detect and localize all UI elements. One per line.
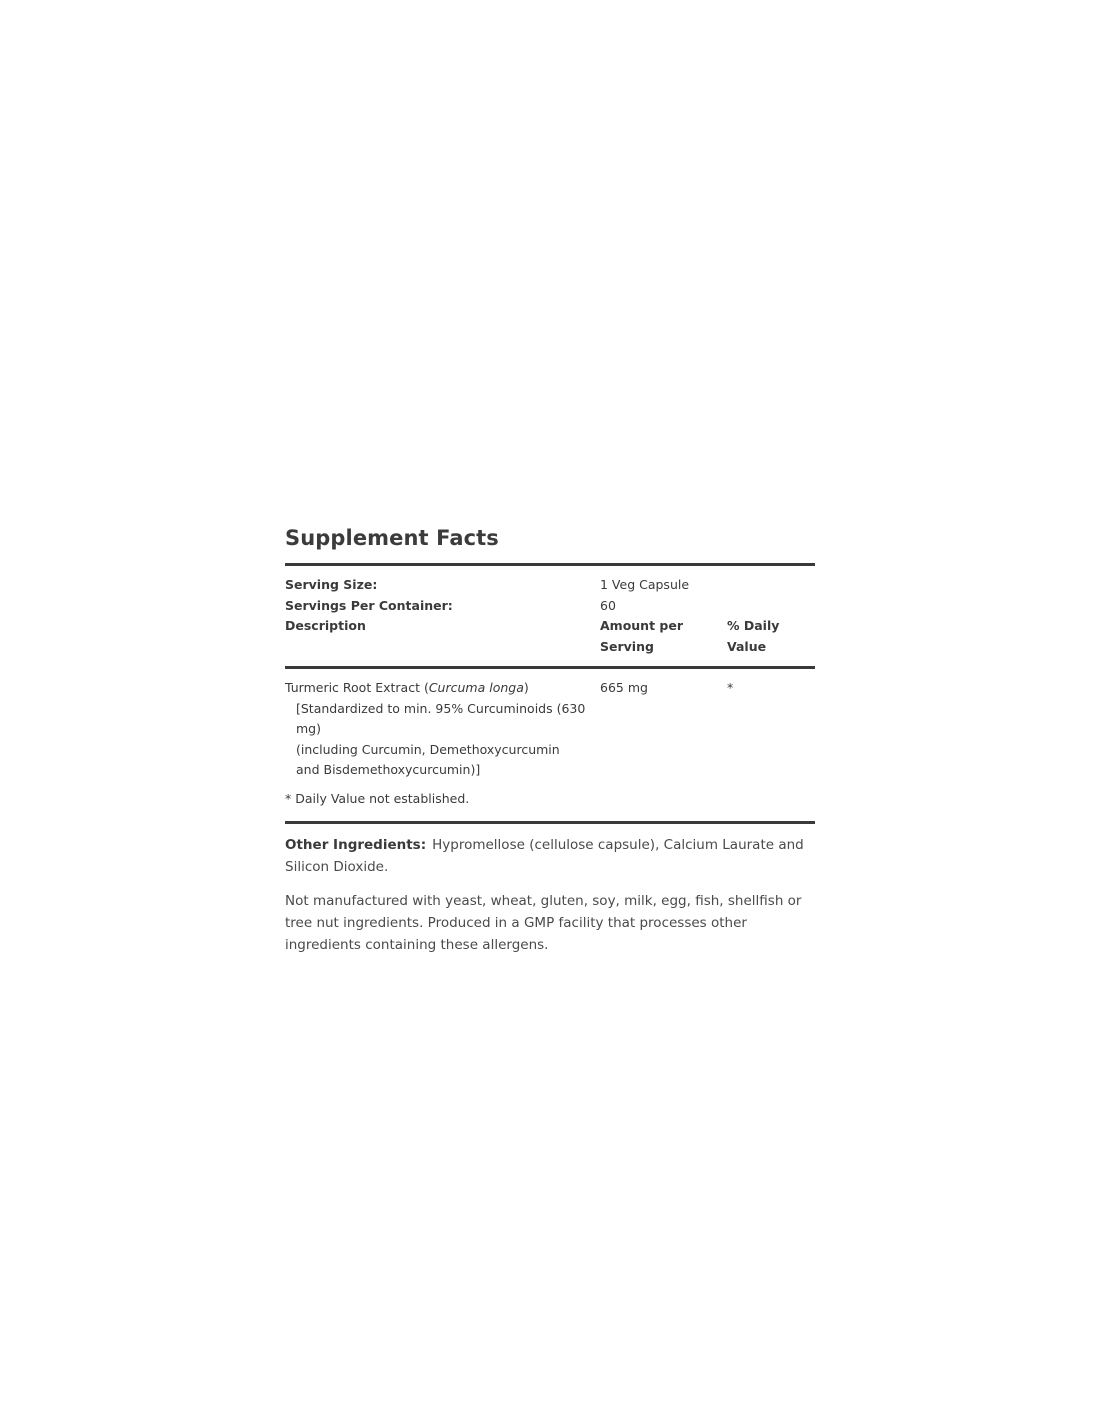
serving-info	[285, 566, 815, 666]
ingredient-latin-name: Curcuma longa	[428, 680, 524, 695]
ingredient-list	[285, 669, 815, 821]
column-header-amount: Amount per Serving	[600, 618, 684, 654]
servings-per-container-row	[285, 596, 815, 617]
ingredient-name-prefix: Turmeric Root Extract (	[285, 680, 429, 695]
daily-value-footnote: * Daily Value not established.	[285, 790, 470, 806]
ingredient-name-suffix: )	[523, 680, 529, 695]
ingredient-detail-line: [Standardized to min. 95% Curcuminoids (630 mg)	[296, 700, 586, 736]
column-header-daily-value: % Daily Value	[727, 618, 780, 654]
serving-size-value: 1 Veg Capsule	[600, 577, 690, 592]
ingredient-name	[285, 678, 600, 699]
other-ingredients-label: Other Ingredients:	[285, 837, 427, 853]
ingredient-description	[285, 678, 600, 781]
other-ingredients	[285, 834, 815, 878]
supplement-facts-panel	[285, 524, 815, 956]
column-header-row	[285, 616, 815, 657]
serving-size-row	[285, 575, 815, 596]
column-header-description: Description	[285, 618, 366, 633]
allergen-statement: Not manufactured with yeast, wheat, gluten, soy, milk, egg, fish, shellfish or tree nut ingredients. Produced in a GMP facility that processes other ingredients containing these allergens.	[285, 893, 802, 953]
page-title: Supplement Facts	[285, 526, 499, 550]
servings-per-container-label: Servings Per Container:	[285, 597, 453, 613]
bottom-divider	[285, 821, 815, 824]
ingredient-row	[285, 678, 815, 781]
other-ingredients-text: Hypromellose (cellulose capsule), Calcium Laurate and Silicon Dioxide.	[285, 837, 804, 875]
servings-per-container-value: 60	[600, 597, 616, 613]
ingredient-detail-line: and Bisdemethoxycurcumin)]	[296, 762, 481, 777]
ingredient-daily-value: *	[727, 680, 734, 695]
ingredient-detail-line: (including Curcumin, Demethoxycurcumin	[296, 741, 560, 757]
ingredient-amount: 665 mg	[600, 680, 648, 695]
serving-size-label: Serving Size:	[285, 577, 378, 592]
